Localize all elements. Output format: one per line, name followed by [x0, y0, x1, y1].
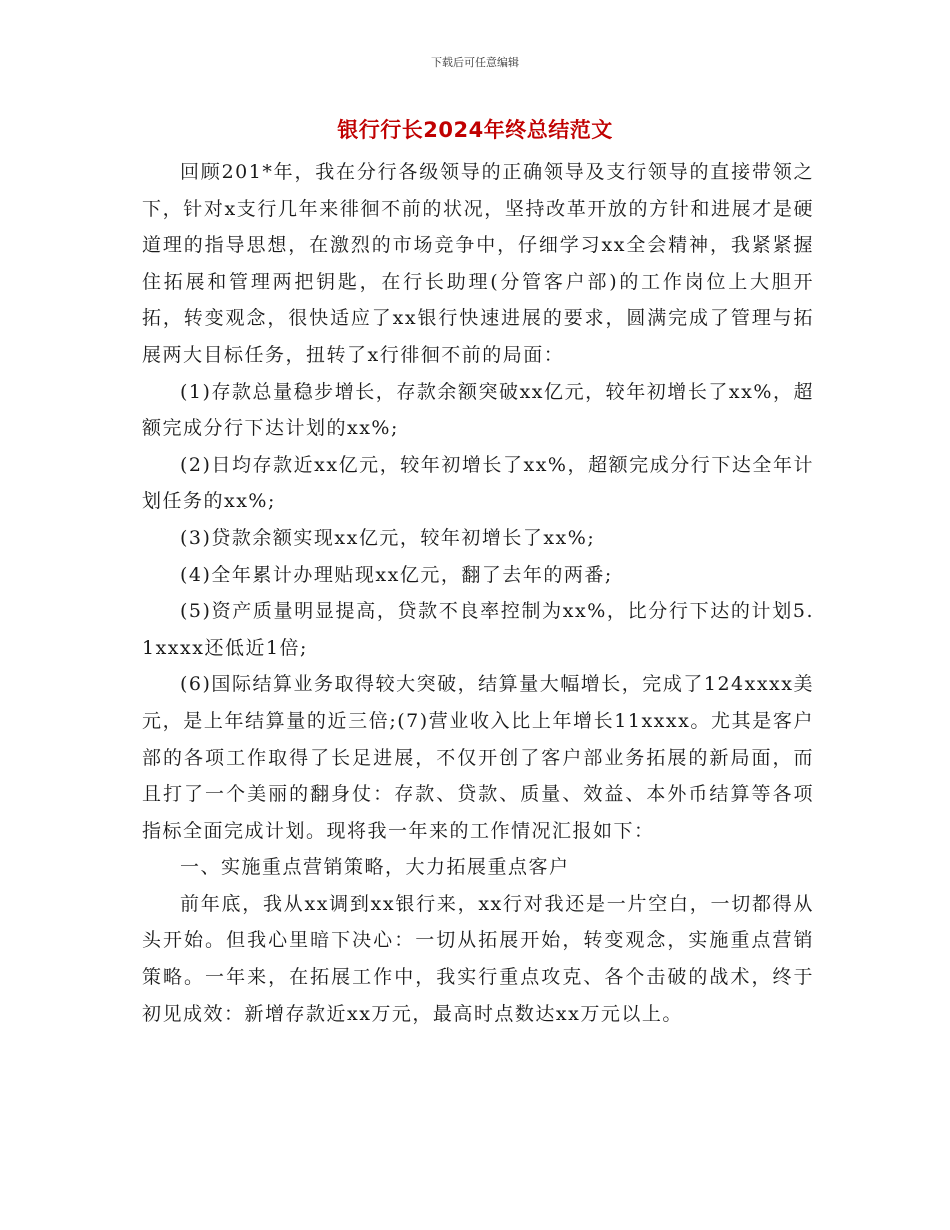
paragraph-intro: 回顾201*年，我在分行各级领导的正确领导及支行领导的直接带领之下，针对x支行几年来徘徊不前的状况，坚持改革开放的方针和进展才是硬道理的指导思想，在激烈的市场竞争中，仔细学习xx全会精神，我紧紧握住拓展和管理两把钥匙，在行长助理(分管客户部)的工作岗位上大胆开拓，转变观念，很快适应了xx银行快速进展的要求，圆满完成了管理与拓展两大目标任务，扭转了x行徘徊不前的局面： — [142, 161, 814, 366]
document-body — [142, 154, 814, 1032]
paragraph-item-5: (5)资产质量明显提高，贷款不良率控制为xx%，比分行下达的计划5.1xxxx还低近1倍; — [142, 600, 814, 659]
paragraph-section-1: 前年底，我从xx调到xx银行来，xx行对我还是一片空白，一切都得从头开始。但我心里暗下决心：一切从拓展开始，转变观念，实施重点营销策略。一年来，在拓展工作中，我实行重点攻克、各个击破的战术，终于初见成效：新增存款近xx万元，最高时点数达xx万元以上。 — [142, 892, 814, 1025]
paragraph-item-4: (4)全年累计办理贴现xx亿元，翻了去年的两番; — [180, 563, 613, 586]
paragraph-item-2: (2)日均存款近xx亿元，较年初增长了xx%，超额完成分行下达全年计划任务的xx%; — [142, 453, 814, 513]
paragraph-item-3: (3)贷款余额实现xx亿元，较年初增长了xx%; — [180, 526, 596, 549]
paragraph-item-6-7: (6)国际结算业务取得较大突破，结算量大幅增长，完成了124xxxx美元，是上年结算量的近三倍;(7)营业收入比上年增长11xxxx。尤其是客户部的各项工作取得了长足进展，不仅开创了客户部业务拓展的新局面，而且打了一个美丽的翻身仗：存款、贷款、质量、效益、本外币结算等各项指标全面完成计划。现将我一年来的工作情况汇报如下： — [142, 673, 814, 842]
document-title: 银行行长2024年终总结范文 — [337, 118, 613, 142]
section-heading-1: 一、实施重点营销策略，大力拓展重点客户 — [180, 856, 570, 879]
header-note: 下载后可任意编辑 — [431, 56, 519, 69]
paragraph-item-1: (1)存款总量稳步增长，存款余额突破xx亿元，较年初增长了xx%，超额完成分行下达计划的xx%; — [142, 380, 814, 440]
